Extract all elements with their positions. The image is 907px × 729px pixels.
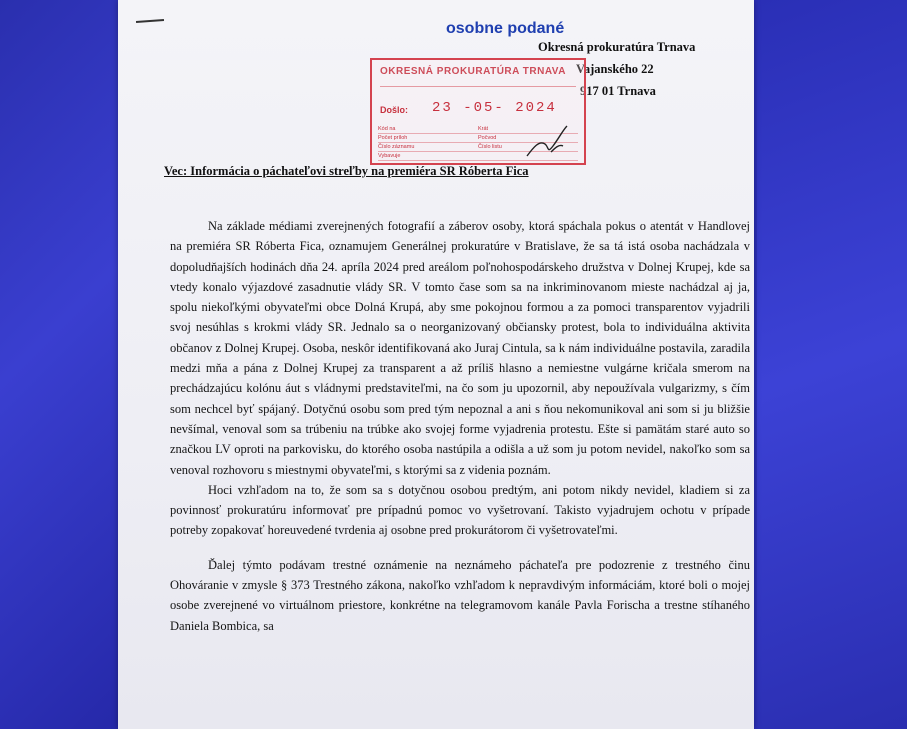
address-line-2: Vajanského 22 bbox=[576, 62, 654, 76]
paragraph-2: Hoci vzhľadom na to, že som sa s dotyčnou osobou predtým, ani potom nikdy nevidel, kladiem si za povinnosť prokuratúru informovať pre prípadnú pomoc vo vyšetrovaní. Takisto vyjadrujem ochotu v prípade potreby zopakovať horeuvedené tvrdenia aj osobne pred prokurátorom či vyšetrovateľmi. bbox=[170, 482, 750, 538]
background-right bbox=[757, 0, 907, 729]
signature-icon bbox=[523, 122, 573, 162]
paragraph-1: Na základe médiami zverejnených fotografií a záberov osoby, ktorá spáchala pokus o atentát v Handlovej na premiéra SR Róberta Fica, oznamujem Generálnej prokuratúre v Bratislave, že sa tá istá osoba nachádzala v dopoludňajších hodinách dňa 24. apríla 2024 pred areálom poľnohospodárskeho družstva v Dolnej Krupej, kde sa vtedy konalo výjazdové zasadnutie vlády SR. V tomto čase som sa na inkriminovanom mieste nachádzal aj ja, spolu niekoľkými obyvateľmi obce Dolná Krupá, aby sme pokojnou formou a za pomoci transparentov vyjadrili svoj nesúhlas s krokmi vlády SR. Jednalo sa o neorganizovaný občiansky protest, bola to individuálna aktivita občanov z Dolnej Krupej. Osoba, neskôr identifikovaná ako Juraj Cintula, sa k nám individuálne postavila, zaradila medzi mňa a pána z Dolnej Krupej za transparent a až príliš hlasno a nemiestne vulgárne kričala smerom na prechádzajúcu kolónu áut s vládnymi predstaviteľmi, na čo som ju upozornil, aby nepoužívala vulgarizmy, s čím som nechcel byť spájaný. Dotyčnú osobu som pred tým nepoznal a ani s ňou nekomunikoval ani som si ju bližšie nevšímal, venoval som sa trúbeniu na trúbke ako svojej forme vyjadrenia protestu. Ešte si pamätám staré auto so značkou LV oproti na parkovisku, do ktorého osoba nastúpila a odišla a už som ju potom nevidel, nakoľko som sa venoval rozhovoru s miestnymi obyvateľmi, s ktorými sa z videnia poznám. bbox=[170, 219, 750, 477]
address-line-3: 917 01 Trnava bbox=[580, 84, 656, 98]
stamp-field: Krát bbox=[478, 125, 578, 134]
stamp-field: Počet príloh bbox=[378, 134, 478, 143]
stamp-field: Počvod bbox=[478, 134, 578, 143]
stamp-field: Číslo listu bbox=[478, 143, 578, 152]
stamp-divider bbox=[380, 86, 576, 87]
letter-body bbox=[170, 216, 750, 636]
address-line-1: Okresná prokuratúra Trnava bbox=[538, 40, 696, 54]
paragraph-3: Ďalej týmto podávam trestné oznámenie na neznámeho páchateľa pre podozrenie z trestného činu Ohováranie v zmysle § 373 Trestného zákona, nakoľko vzhľadom k nepravdivým informáciám, ktoré boli o mojej osobe zverejnené vo virtuálnom priestore, konkrétne na telegramovom kanále Pavla Forischa a trestne stíhaného Daniela Bombica, sa bbox=[170, 557, 750, 633]
stamp-title: OKRESNÁ PROKURATÚRA TRNAVA bbox=[380, 66, 566, 77]
stamp-field: Kód na bbox=[378, 125, 478, 134]
subject-line: Vec: Informácia o páchateľovi streľby na premiéra SR Róberta Fica bbox=[164, 164, 529, 178]
pen-mark bbox=[136, 19, 164, 23]
document-page bbox=[118, 0, 754, 729]
background-left bbox=[0, 0, 125, 729]
stamp-field: Číslo záznamu bbox=[378, 143, 478, 152]
stamp-field: Vybavuje bbox=[378, 152, 478, 161]
stamp-date-label: Došlo: bbox=[380, 105, 408, 115]
handwritten-note: osobne podané bbox=[446, 20, 565, 37]
stamp-date: 23 -05- 2024 bbox=[432, 100, 557, 116]
